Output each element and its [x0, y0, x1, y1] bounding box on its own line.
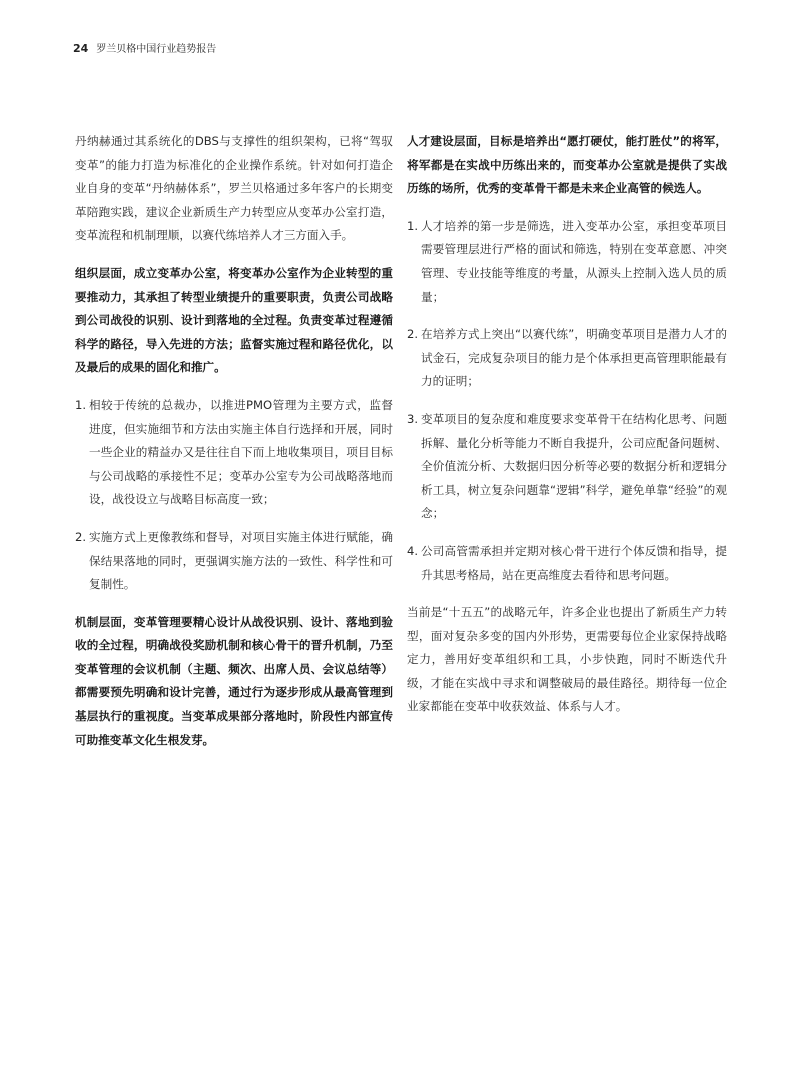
page-number: 24 — [73, 42, 89, 55]
list-item — [75, 526, 393, 597]
list-number: 2. — [75, 529, 87, 544]
list-number: 2. — [407, 327, 419, 342]
list-text: 变革项目的复杂度和难度要求变革骨干在结构化思考、问题拆解、量化分析等能力不断自我提升，公司应配备问题树、全价值流分析、大数据归因分析等必要的数据分析和逻辑分析工具，树立复杂问题靠“逻辑”科学，避免单靠“经验”的观念； — [421, 411, 727, 521]
page-header — [73, 40, 216, 55]
list-item — [407, 215, 727, 309]
talent-level-heading: 人才建设层面，目标是培养出“愿打硬仗，能打胜仗”的将军，将军都是在实战中历练出来的，而变革办公室就是提供了实战历练的场所，优秀的变革骨干都是未来企业高管的候选人。 — [407, 134, 727, 196]
list-number: 1. — [75, 397, 87, 412]
list-text: 人才培养的第一步是筛选，进入变革办公室，承担变革项目需要管理层进行严格的面试和筛选，特别在变革意愿、冲突管理、专业技能等维度的考量，从源头上控制入选人员的质量； — [421, 218, 727, 304]
list-item — [407, 408, 727, 526]
list-text: 公司高管需承担并定期对核心骨干进行个体反馈和指导，提升其思考格局，站在更高维度去看待和思考问题。 — [421, 543, 727, 582]
list-text: 实施方式上更像教练和督导，对项目实施主体进行赋能，确保结果落地的同时，更强调实施方法的一致性、科学性和可复制性。 — [89, 529, 393, 592]
list-item — [407, 323, 727, 394]
list-number: 3. — [407, 411, 419, 426]
mechanism-level-paragraph: 机制层面，变革管理要精心设计从战役识别、设计、落地到验收的全过程，明确战役奖励机制和核心骨干的晋升机制，乃至变革管理的会议机制（主题、频次、出席人员、会议总结等）都需要预先明确和设计完善，通过行为逐步形成从最高管理到基层执行的重视度。当变革成果部分落地时，阶段性内部宣传可助推变革文化生根发芽。 — [75, 614, 393, 747]
closing-paragraph: 当前是“十五五”的战略元年，许多企业也提出了新质生产力转型，面对复杂多变的国内外形势，更需要每位企业家保持战略定力，善用好变革组织和工具，小步快跑，同时不断迭代升级，才能在实战中寻求和调整破局的最佳路径。期待每一位企业家都能在变革中收获效益、体系与人才。 — [407, 605, 727, 714]
list-number: 1. — [407, 218, 419, 233]
list-text: 在培养方式上突出“以赛代练”，明确变革项目是潜力人才的试金石，完成复杂项目的能力是个体承担更高管理职能最有力的证明； — [421, 327, 727, 389]
list-item — [407, 540, 727, 587]
left-column — [75, 130, 393, 766]
org-level-heading: 组织层面，成立变革办公室，将变革办公室作为企业转型的重要推动力，其承担了转型业绩提升的重要职责，负责公司战略到公司战役的识别、设计到落地的全过程。负责变革过程遵循科学的路径，导入先进的方法；监督实施过程和路径优化，以及最后的成果的固化和推广。 — [75, 265, 393, 375]
intro-paragraph: 丹纳赫通过其系统化的DBS与支撑性的组织架构，已将“驾驭变革”的能力打造为标准化的企业操作系统。针对如何打造企业自身的变革“丹纳赫体系”，罗兰贝格通过多年客户的长期变革陪跑实践，建议企业新质生产力转型应从变革办公室打造，变革流程和机制理顺，以赛代练培养人才三方面入手。 — [75, 134, 393, 243]
list-item — [75, 394, 393, 512]
list-text: 相较于传统的总裁办，以推进PMO管理为主要方式，监督进度，但实施细节和方法由实施主体自行选择和开展，同时一些企业的精益办又是往往自下而上地收集项目，项目目标与公司战略的承接性不足；变革办公室专为公司战略落地而设，战役设立与战略目标高度一致； — [89, 397, 393, 507]
org-level-list — [75, 394, 393, 597]
talent-level-list — [407, 215, 727, 587]
report-title: 罗兰贝格中国行业趋势报告 — [96, 44, 217, 55]
right-column — [407, 130, 727, 733]
list-number: 4. — [407, 543, 419, 558]
